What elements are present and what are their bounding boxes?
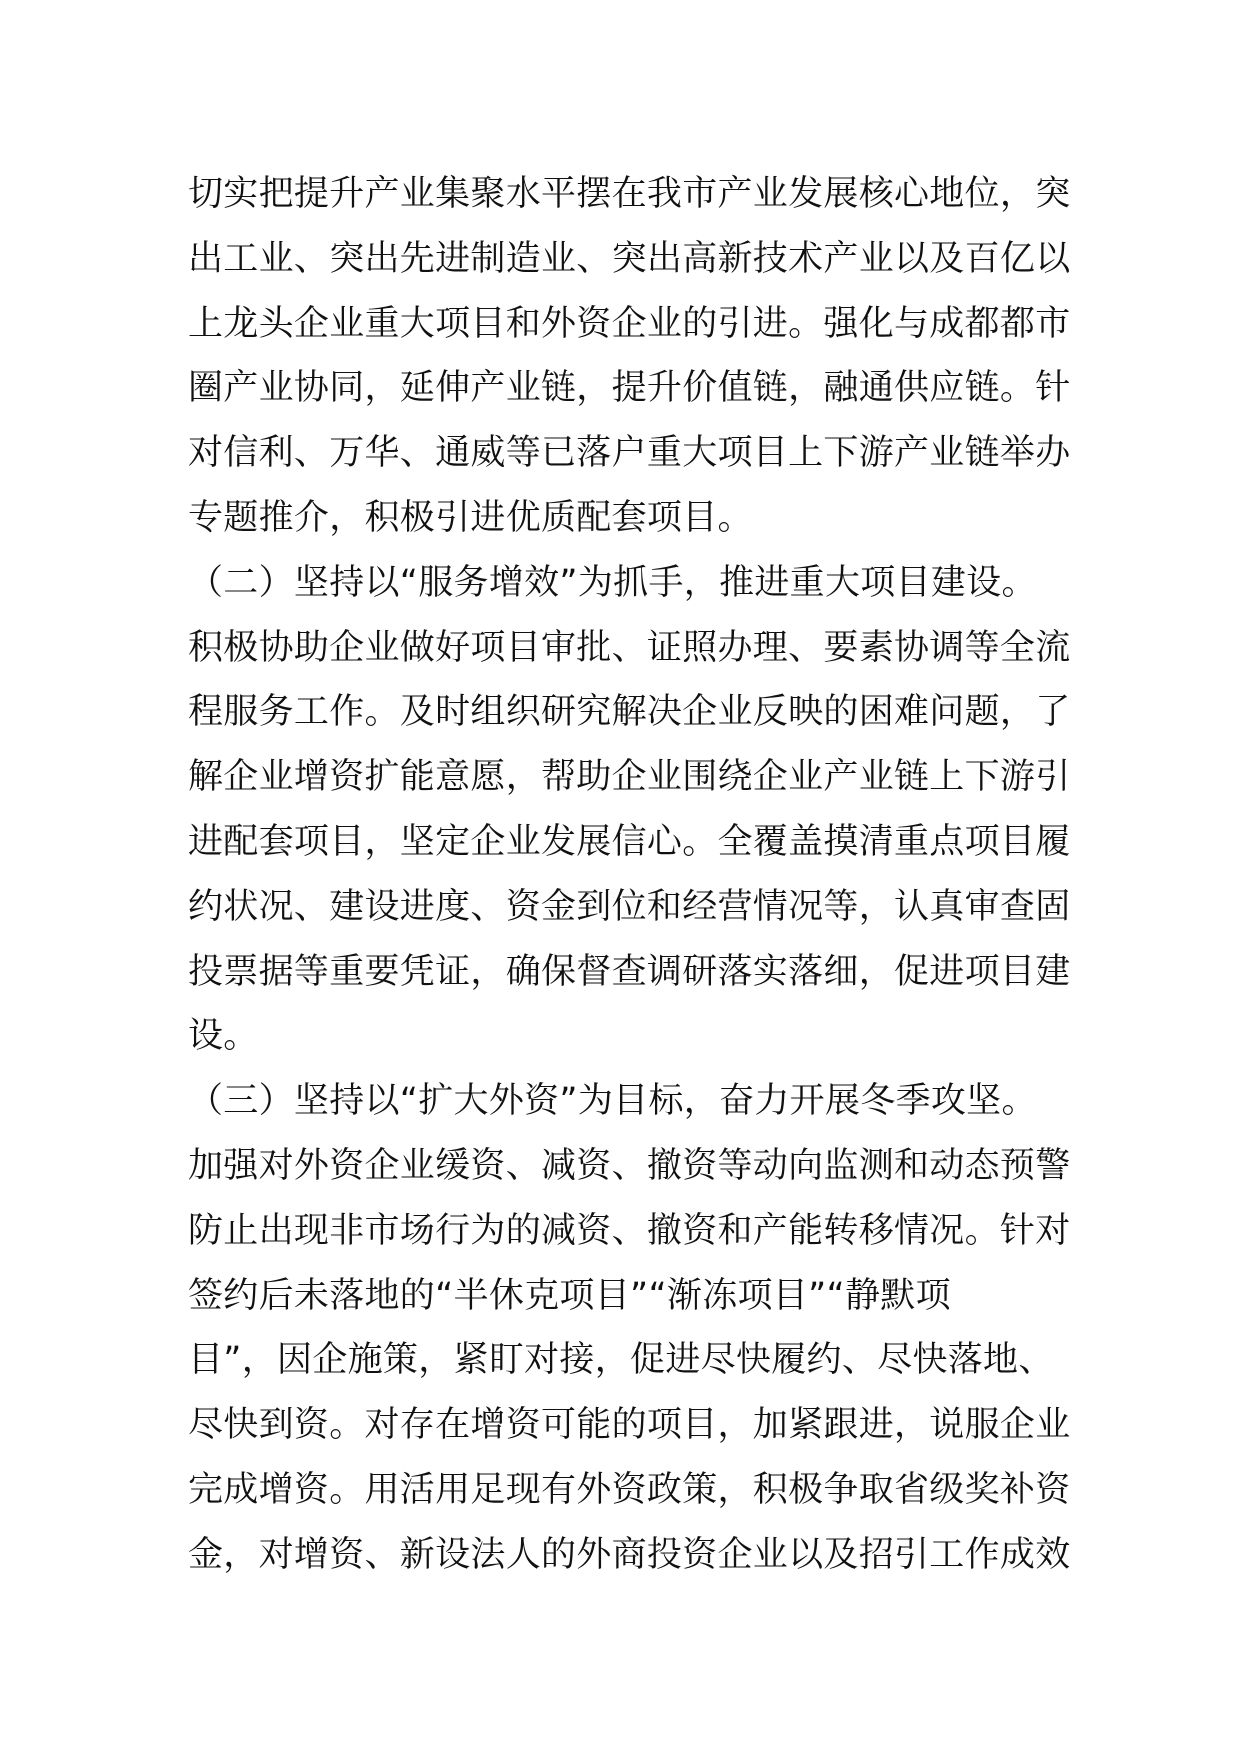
section-heading-3: （三）坚持以“扩大外资”为目标，奋力开展冬季攻坚。 bbox=[188, 1081, 1037, 1122]
text-line: 目”，因企施策，紧盯对接，促进尽快履约、尽快落地、 bbox=[188, 1340, 1054, 1381]
text-line: 专题推介，积极引进优质配套项目。 bbox=[188, 497, 753, 538]
text-line: 约状况、建设进度、资金到位和经营情况等，认真审查固 bbox=[188, 886, 1071, 927]
text-line: 对信利、万华、通威等已落户重大项目上下游产业链举办 bbox=[188, 433, 1071, 474]
text-line: 程服务工作。及时组织研究解决企业反映的困难问题，了 bbox=[188, 692, 1071, 733]
text-line: 圈产业协同，延伸产业链，提升价值链，融通供应链。针 bbox=[188, 368, 1071, 409]
text-line: 签约后未落地的“半休克项目”“渐冻项目”“静默项 bbox=[188, 1275, 951, 1316]
text-line: 尽快到资。对存在增资可能的项目，加紧跟进，说服企业 bbox=[188, 1405, 1071, 1446]
text-line: 投票据等重要凭证，确保督查调研落实落细，促进项目建 bbox=[188, 951, 1071, 992]
body-text bbox=[188, 162, 1071, 1588]
text-line: 进配套项目，坚定企业发展信心。全覆盖摸清重点项目履 bbox=[188, 821, 1071, 862]
text-line: 积极协助企业做好项目审批、证照办理、要素协调等全流 bbox=[188, 627, 1071, 668]
text-line: 上龙头企业重大项目和外资企业的引进。强化与成都都市 bbox=[188, 303, 1071, 344]
text-line: 完成增资。用活用足现有外资政策，积极争取省级奖补资 bbox=[188, 1469, 1071, 1510]
text-line: 出工业、突出先进制造业、突出高新技术产业以及百亿以 bbox=[188, 238, 1071, 279]
text-line: 解企业增资扩能意愿，帮助企业围绕企业产业链上下游引 bbox=[188, 757, 1071, 798]
text-line: 加强对外资企业缓资、减资、撤资等动向监测和动态预警 bbox=[188, 1145, 1071, 1186]
text-line: 切实把提升产业集聚水平摆在我市产业发展核心地位，突 bbox=[188, 174, 1071, 214]
text-line: 防止出现非市场行为的减资、撤资和产能转移情况。针对 bbox=[188, 1210, 1071, 1251]
section-heading-2: （二）坚持以“服务增效”为抓手，推进重大项目建设。 bbox=[188, 562, 1037, 603]
text-line: 金，对增资、新设法人的外商投资企业以及招引工作成效 bbox=[188, 1534, 1071, 1575]
text-line: 设。 bbox=[188, 1016, 259, 1057]
